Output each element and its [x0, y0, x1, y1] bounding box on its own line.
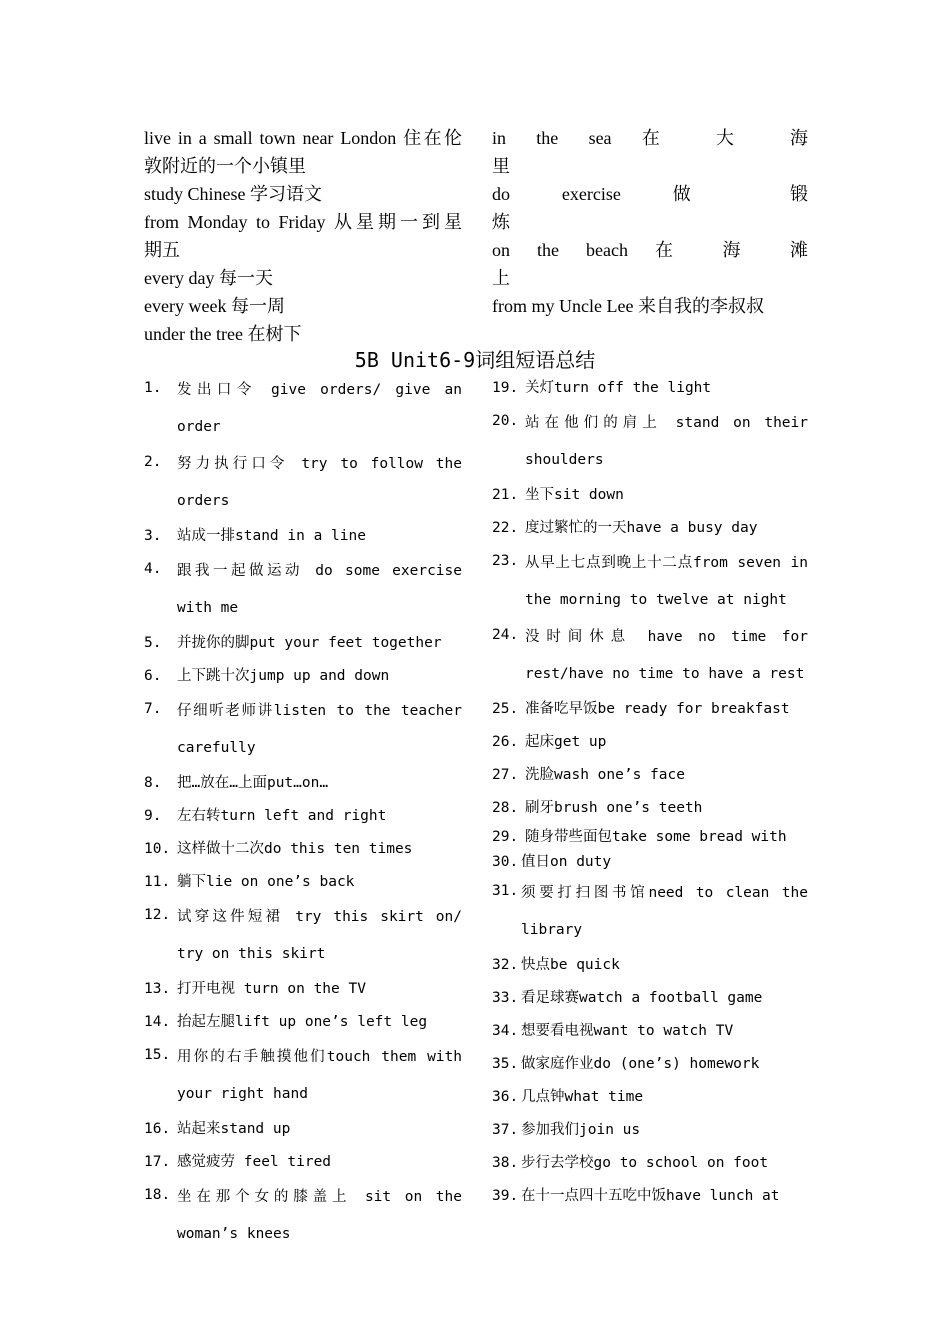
item-text: 试穿这件短裙 try this skirt on/ try on this skirt — [177, 909, 462, 962]
item-text: 想要看电视want to watch TV — [521, 1023, 734, 1039]
list-item — [492, 1048, 808, 1081]
list-item — [492, 619, 808, 693]
list-item — [492, 1081, 808, 1114]
item-number: 15. — [144, 1047, 171, 1063]
text-line: in the sea 在 大 海 — [492, 128, 808, 148]
item-text: 在十一点四十五吃中饭have lunch at — [521, 1188, 780, 1204]
item-number: 25. — [492, 701, 519, 717]
list-item — [144, 627, 462, 660]
list-item — [144, 899, 462, 973]
text-line: 上 — [492, 268, 510, 288]
item-number: 30. — [492, 854, 519, 870]
item-number: 12. — [144, 907, 171, 923]
phrase-list-right — [492, 372, 808, 1213]
list-item — [492, 479, 808, 512]
list-item — [492, 792, 808, 825]
item-number: 23. — [492, 553, 519, 569]
list-item — [144, 446, 462, 520]
item-text: 跟我一起做运动 do some exercise with me — [177, 563, 462, 616]
item-number: 34. — [492, 1023, 519, 1039]
item-text: 上下跳十次jump up and down — [177, 668, 390, 684]
item-text: 刷牙brush one’s teeth — [525, 800, 703, 816]
item-number: 13. — [144, 981, 171, 997]
item-text: 坐下sit down — [525, 487, 624, 503]
item-number: 11. — [144, 874, 171, 890]
item-number: 33. — [492, 990, 519, 1006]
item-number: 37. — [492, 1122, 519, 1138]
list-item — [144, 1179, 462, 1253]
item-number: 36. — [492, 1089, 519, 1105]
item-text: 关灯turn off the light — [525, 380, 712, 396]
list-item — [492, 726, 808, 759]
item-number: 32. — [492, 957, 519, 973]
item-number: 7. — [144, 701, 162, 717]
item-text: 几点钟what time — [521, 1089, 644, 1105]
item-text: 把…放在…上面put…on… — [177, 775, 329, 791]
list-item — [492, 982, 808, 1015]
list-item — [144, 1146, 462, 1179]
list-item — [492, 949, 808, 982]
item-text: 坐在那个女的膝盖上 sit on the woman’s knees — [177, 1189, 462, 1242]
item-number: 8. — [144, 775, 162, 791]
item-text: 站成一排stand in a line — [177, 528, 366, 544]
item-text: 用你的右手触摸他们touch them with your right hand — [177, 1049, 462, 1102]
text-line: from Monday to Friday 从星期一到星 — [144, 212, 462, 232]
text-line: 期五 — [144, 240, 180, 260]
list-item — [144, 1113, 462, 1146]
item-number: 14. — [144, 1014, 171, 1030]
list-item — [144, 372, 462, 446]
text-line: 里 — [492, 156, 510, 176]
item-text: 左右转turn left and right — [177, 808, 387, 824]
list-item — [492, 693, 808, 726]
item-text: 看足球赛watch a football game — [521, 990, 763, 1006]
item-text: 感觉疲劳 feel tired — [177, 1154, 332, 1170]
list-item — [144, 767, 462, 800]
list-item — [144, 800, 462, 833]
list-item — [144, 866, 462, 899]
item-text: 站起来stand up — [177, 1121, 291, 1137]
item-text: 没时间休息 have no time for rest/have no time to have a rest — [525, 629, 808, 682]
item-text: 起床get up — [525, 734, 607, 750]
item-text: 参加我们join us — [521, 1122, 641, 1138]
item-number: 26. — [492, 734, 519, 750]
item-text: 做家庭作业do (one’s) homework — [521, 1056, 760, 1072]
text-line: every day 每一天 — [144, 268, 273, 288]
list-item — [144, 660, 462, 693]
item-number: 21. — [492, 487, 519, 503]
text-line: 炼 — [492, 212, 510, 232]
item-number: 39. — [492, 1188, 519, 1204]
item-text: 发出口令 give orders/ give an order — [177, 382, 462, 435]
text-line: study Chinese 学习语文 — [144, 184, 322, 204]
item-number: 29. — [492, 829, 519, 845]
item-text: 快点be quick — [521, 957, 620, 973]
item-number: 9. — [144, 808, 162, 824]
item-number: 10. — [144, 841, 171, 857]
text-line: every week 每一周 — [144, 296, 285, 316]
item-text: 随身带些面包take some bread with — [525, 829, 787, 845]
text-line: from my Uncle Lee 来自我的李叔叔 — [492, 296, 764, 316]
list-item — [492, 545, 808, 619]
list-item — [492, 875, 808, 949]
item-text: 从早上七点到晚上十二点from seven in the morning to twelve at night — [525, 555, 808, 608]
list-item — [144, 553, 462, 627]
item-text: 步行去学校go to school on foot — [521, 1155, 769, 1171]
list-item — [492, 759, 808, 792]
list-item — [492, 512, 808, 545]
item-text: 站在他们的肩上 stand on their shoulders — [525, 415, 808, 468]
list-item — [144, 693, 462, 767]
list-item — [492, 372, 808, 405]
list-item — [492, 1180, 808, 1213]
item-text: 准备吃早饭be ready for breakfast — [525, 701, 790, 717]
item-number: 3. — [144, 528, 162, 544]
item-number: 20. — [492, 413, 519, 429]
item-number: 2. — [144, 454, 162, 470]
list-item — [492, 1147, 808, 1180]
item-text: 抬起左腿lift up one’s left leg — [177, 1014, 428, 1030]
item-number: 24. — [492, 627, 519, 643]
item-number: 35. — [492, 1056, 519, 1072]
list-item — [492, 825, 808, 850]
list-item — [144, 1039, 462, 1113]
list-item — [144, 973, 462, 1006]
item-number: 22. — [492, 520, 519, 536]
list-item — [492, 405, 808, 479]
item-number: 5. — [144, 635, 162, 651]
top-left-column — [144, 124, 462, 348]
text-line: under the tree 在树下 — [144, 324, 302, 344]
item-number: 1. — [144, 380, 162, 396]
item-number: 6. — [144, 668, 162, 684]
item-number: 18. — [144, 1187, 171, 1203]
item-text: 打开电视 turn on the TV — [177, 981, 366, 997]
item-text: 躺下lie on one’s back — [177, 874, 355, 890]
item-number: 28. — [492, 800, 519, 816]
item-text: 须要打扫图书馆need to clean the library — [521, 885, 808, 938]
list-item — [144, 1006, 462, 1039]
list-item — [492, 1015, 808, 1048]
item-text: 值日on duty — [521, 854, 612, 870]
list-item — [144, 833, 462, 866]
item-text: 度过繁忙的一天have a busy day — [525, 520, 758, 536]
item-text: 并拢你的脚put your feet together — [177, 635, 442, 651]
text-line: live in a small town near London 住在伦 — [144, 128, 462, 148]
item-text: 这样做十二次do this ten times — [177, 841, 413, 857]
list-item — [492, 1114, 808, 1147]
item-number: 38. — [492, 1155, 519, 1171]
list-item — [492, 850, 808, 875]
item-number: 4. — [144, 561, 162, 577]
item-number: 27. — [492, 767, 519, 783]
section-title: 5B Unit6-9词组短语总结 — [354, 348, 596, 372]
phrase-list-left — [144, 372, 462, 1253]
item-text: 努力执行口令 try to follow the orders — [177, 456, 462, 509]
top-right-column — [492, 124, 808, 320]
item-number: 19. — [492, 380, 519, 396]
item-number: 31. — [492, 883, 519, 899]
item-text: 洗脸wash one’s face — [525, 767, 685, 783]
text-line: on the beach 在 海 滩 — [492, 240, 808, 260]
list-item — [144, 520, 462, 553]
text-line: 敦附近的一个小镇里 — [144, 156, 306, 176]
item-number: 16. — [144, 1121, 171, 1137]
item-number: 17. — [144, 1154, 171, 1170]
text-line: do exercise 做 锻 — [492, 184, 808, 204]
item-text: 仔细听老师讲listen to the teacher carefully — [177, 703, 462, 756]
